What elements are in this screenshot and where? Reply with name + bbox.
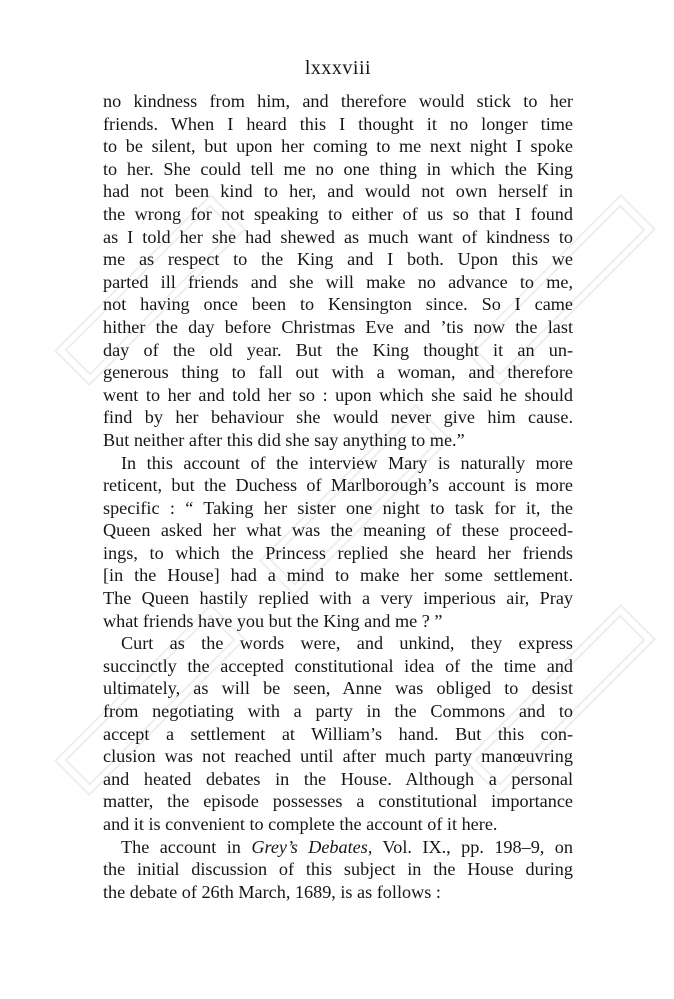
- italic-title: Grey’s Debates: [251, 836, 368, 857]
- text-line: the debate of 26th March, 1689, is as follows :: [103, 881, 441, 902]
- paragraph-3: [103, 632, 573, 835]
- text-line: friends. When I heard this I thought it no longer time: [103, 113, 573, 134]
- page-number: lxxxviii: [304, 57, 372, 79]
- text-line: [103, 836, 573, 859]
- paragraph-4: [103, 836, 573, 904]
- text-line: [in the House] had a mind to make her some settlement.: [103, 565, 573, 586]
- text-line: went to her and told her so : upon which she said he should: [103, 384, 573, 405]
- text-line: In this account of the interview Mary is naturally more: [121, 452, 573, 473]
- text-line: generous thing to fall out with a woman, and therefore: [103, 362, 573, 383]
- text-line: ultimately, as will be seen, Anne was obliged to desist: [103, 678, 573, 699]
- text-line: the initial discussion of this subject in the House during: [103, 859, 573, 880]
- text-line: hither the day before Christmas Eve and ’tis now the last: [103, 316, 573, 337]
- text-line: and it is convenient to complete the account of it here.: [103, 814, 498, 834]
- text-line-end: , Vol. IX., pp. 198–9, on: [367, 836, 573, 857]
- text-line: what friends have you but the King and me ? ”: [103, 610, 443, 631]
- text-line: no kindness from him, and therefore would stick to her: [103, 91, 573, 111]
- text-line: matter, the episode possesses a constitutional importance: [103, 791, 573, 812]
- text-line: But neither after this did she say anything to me.”: [103, 429, 465, 450]
- text-line: Curt as the words were, and unkind, they express: [121, 633, 573, 654]
- document-page: [103, 56, 573, 903]
- text-line: clusion was not reached until after much party manœuvring: [103, 746, 573, 767]
- text-line: as I told her she had shewed as much want of kindness to: [103, 226, 573, 247]
- text-line: reticent, but the Duchess of Marlborough’s account is more: [103, 475, 573, 496]
- text-line: ings, to which the Princess replied she heard her friends: [103, 542, 573, 563]
- text-line: succinctly the accepted constitutional idea of the time and: [103, 655, 573, 676]
- text-line: from negotiating with a party in the Commons and to: [103, 701, 573, 722]
- text-line: the wrong for not speaking to either of us so that I found: [103, 203, 573, 224]
- text-line: specific : “ Taking her sister one night to task for it, the: [103, 497, 573, 518]
- text-line: and heated debates in the House. Although a personal: [103, 768, 573, 789]
- text-line: The Queen hastily replied with a very imperious air, Pray: [103, 588, 573, 609]
- text-line: find by her behaviour she would never give him cause.: [103, 407, 573, 428]
- paragraph-1: [103, 90, 573, 452]
- text-line: had not been kind to her, and would not own herself in: [103, 181, 573, 202]
- text-line: me as respect to the King and I both. Upon this we: [103, 249, 573, 270]
- text-line: parted ill friends and she will make no advance to me,: [103, 271, 573, 292]
- text-line: to her. She could tell me no one thing in which the King: [103, 158, 573, 179]
- text-line: not having once been to Kensington since. So I came: [103, 294, 573, 315]
- paragraph-2: [103, 452, 573, 633]
- text-line: accept a settlement at William’s hand. But this con-: [103, 723, 573, 744]
- text-line: to be silent, but upon her coming to me next night I spoke: [103, 136, 573, 157]
- text-line: day of the old year. But the King thought it an un-: [103, 339, 573, 360]
- text-line: Queen asked her what was the meaning of these proceed-: [103, 520, 573, 541]
- text-line-start: The account in: [121, 836, 252, 857]
